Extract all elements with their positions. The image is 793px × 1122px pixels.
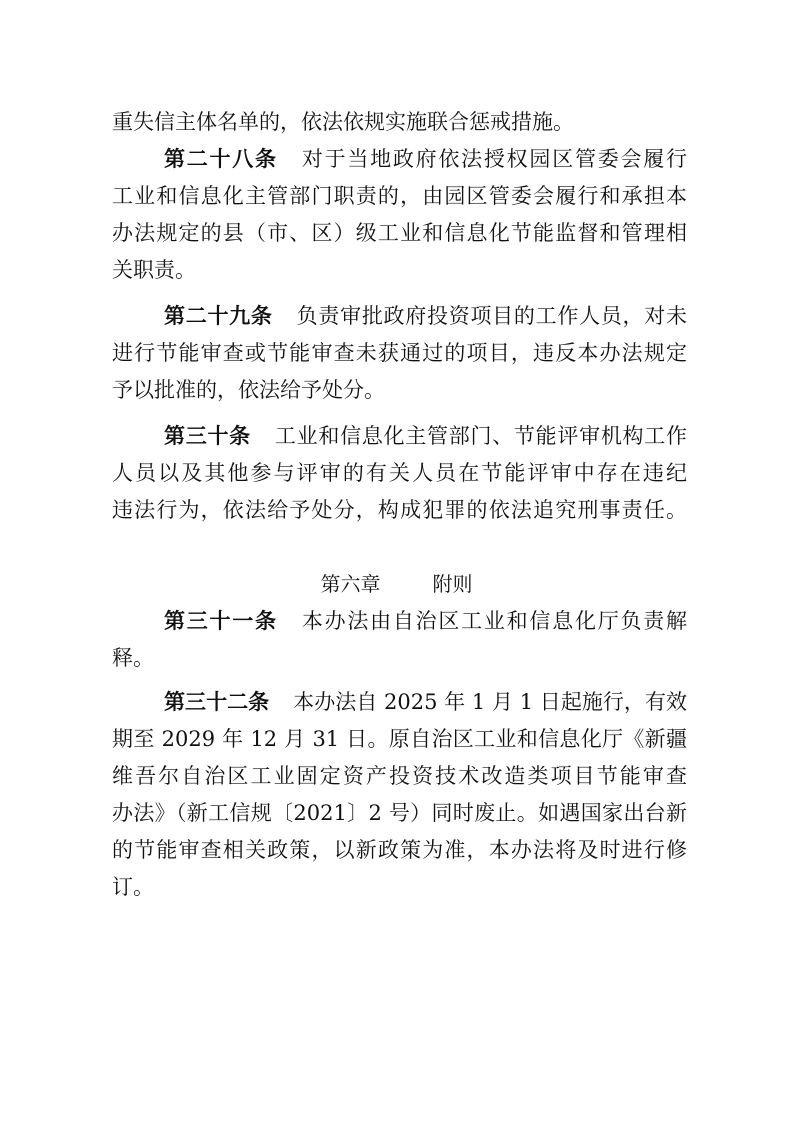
chapter-title: 附则 xyxy=(432,572,473,596)
article-32-text: 本办法自 2025 年 1 月 1 日起施行，有效 xyxy=(293,690,687,714)
article-30-text: 工业和信息化主管部门、节能评审机构工作 xyxy=(274,424,688,448)
chapter-heading xyxy=(0,572,793,596)
article-29-heading: 第二十九条 xyxy=(164,304,273,328)
article-31-line: 释。 xyxy=(112,646,154,670)
article-30-line: 违法行为，依法给予处分，构成犯罪的依法追究刑事责任。 xyxy=(112,498,687,522)
article-32-first-line xyxy=(164,690,687,714)
article-28-line: 工业和信息化主管部门职责的，由园区管委会履行和承担本 xyxy=(112,184,687,208)
article-32-line: 的节能审查相关政策，以新政策为准，本办法将及时进行修 xyxy=(112,838,687,862)
article-31-heading: 第三十一条 xyxy=(164,609,278,633)
article-29-line: 进行节能审查或节能审查未获通过的项目，违反本办法规定 xyxy=(112,341,687,365)
article-28-heading: 第二十八条 xyxy=(164,147,278,171)
article-30-first-line xyxy=(164,424,687,448)
article-32-line: 办法》（新工信规〔2021〕2 号）同时废止。如遇国家出台新 xyxy=(112,801,687,825)
article-29-first-line xyxy=(164,304,687,328)
article-28-line: 办法规定的县（市、区）级工业和信息化节能监督和管理相 xyxy=(112,221,687,245)
article-30-line: 人员以及其他参与评审的有关人员在节能评审中存在违纪 xyxy=(112,461,687,485)
article-28-line: 关职责。 xyxy=(112,258,196,282)
article-31-text: 本办法由自治区工业和信息化厅负责解 xyxy=(301,609,688,633)
article-30-heading: 第三十条 xyxy=(164,424,251,448)
article-28-text: 对于当地政府依法授权园区管委会履行 xyxy=(301,147,688,171)
article-32-line: 期至 2029 年 12 月 31 日。原自治区工业和信息化厅《新疆 xyxy=(112,727,687,751)
article-29-text: 负责审批政府投资项目的工作人员，对未 xyxy=(296,304,688,328)
chapter-number: 第六章 xyxy=(320,572,381,596)
article-32-line: 维吾尔自治区工业固定资产投资技术改造类项目节能审查 xyxy=(112,764,687,788)
article-31-first-line xyxy=(164,609,687,633)
paragraph-continuation: 重失信主体名单的，依法依规实施联合惩戒措施。 xyxy=(112,110,574,134)
article-32-heading: 第三十二条 xyxy=(164,690,270,714)
article-32-line: 订。 xyxy=(112,875,154,899)
article-28-first-line xyxy=(164,147,687,171)
article-29-line: 予以批准的，依法给予处分。 xyxy=(112,378,385,402)
